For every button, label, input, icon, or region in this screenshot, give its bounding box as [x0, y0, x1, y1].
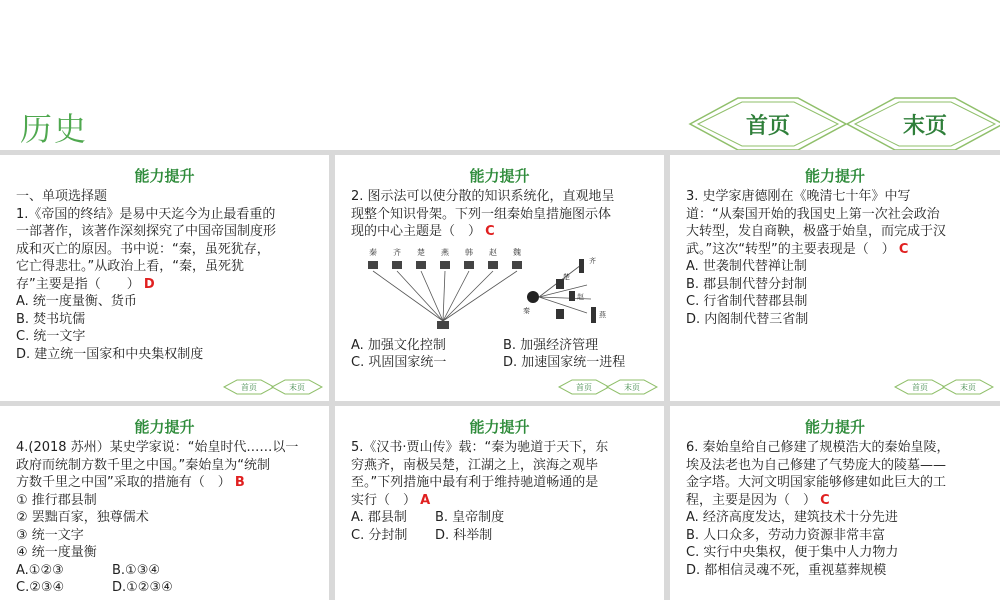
mini-home-label: 首页	[912, 382, 928, 392]
choice: C. 分封制	[351, 527, 408, 543]
choice: A. 郡县制	[351, 510, 407, 525]
answer-mark: C	[898, 241, 909, 257]
answer-mark: B	[234, 475, 245, 490]
question-panel-2	[335, 155, 664, 401]
option: B. 人口众多，劳动力资源非常丰富	[686, 527, 886, 543]
option: D. 建立统一国家和中央集权制度	[16, 346, 204, 362]
question-text: 穷燕齐，南极吴楚，江湖之上，滨海之观毕	[351, 457, 599, 473]
option: B. 焚书坑儒	[16, 311, 86, 327]
question-text: 大转型，发自商鞅，极盛于始皇，而完成于汉	[686, 224, 947, 239]
question-text: 埃及法老也为自己修建了气势庞大的陵墓——	[686, 457, 947, 473]
question-text: 至。”下列措施中最有利于维持驰道畅通的是	[351, 475, 599, 490]
mini-home-label: 首页	[241, 382, 257, 392]
mini-nav	[894, 379, 994, 395]
question-text: 6. 秦始皇给自己修建了规模浩大的秦始皇陵，	[686, 440, 950, 455]
option: B. 加强经济管理	[503, 337, 599, 353]
diagram-right-label: 赵	[577, 292, 584, 301]
mini-home-button[interactable]	[223, 379, 275, 395]
mini-nav	[223, 379, 323, 395]
mini-end-label: 末页	[624, 382, 640, 392]
answer-mark: C	[820, 492, 830, 508]
option: A. 加强文化控制	[351, 337, 446, 353]
diagram-figure	[351, 247, 651, 331]
question-text: 政府而统制方数千里之中国。”秦始皇为“统制	[16, 457, 270, 473]
diagram-left-label: 燕	[441, 247, 449, 257]
option: C. 实行中央集权，便于集中人力物力	[686, 545, 899, 560]
question-text: 5.《汉书·贾山传》载：“秦为驰道于天下，东	[351, 440, 609, 455]
diagram-right-label: 齐	[589, 256, 596, 265]
option: C. 统一文字	[16, 329, 86, 344]
question-text: 4.(2018 苏州）某史学家说：“始皇时代……以一	[16, 440, 299, 455]
question-text: 实行（ ）	[351, 492, 417, 508]
end-button-label: 末页	[902, 112, 947, 139]
diagram-left-label: 秦	[369, 247, 377, 257]
choice: B. 皇帝制度	[435, 510, 505, 525]
diagram-right-label: 秦	[523, 306, 530, 315]
option: ④ 统一度量衡	[16, 545, 97, 560]
question-text: 程，主要是因为（ ）	[686, 492, 817, 508]
mini-home-button[interactable]	[894, 379, 946, 395]
mini-home-label: 首页	[576, 382, 592, 392]
mini-end-button[interactable]	[271, 379, 323, 395]
choice: D.①②③④	[112, 580, 173, 595]
panel-heading: 能力提升	[469, 418, 530, 436]
question-panel-3	[670, 155, 1000, 401]
mini-home-button[interactable]	[558, 379, 610, 395]
question-panel-5	[335, 406, 664, 600]
answer-mark: D	[143, 276, 155, 292]
question-text: 武。”这次“转型”的主要表现是（ ）	[686, 241, 895, 257]
diagram-left-label: 楚	[417, 247, 425, 257]
end-button[interactable]	[845, 96, 1000, 152]
panel-heading: 能力提升	[804, 418, 865, 436]
page-title: 历史	[20, 110, 89, 148]
diagram-left-label: 韩	[465, 247, 473, 257]
question-text: 存”主要是指（ ）	[16, 276, 140, 292]
mini-end-label: 末页	[289, 382, 305, 392]
home-button-label: 首页	[745, 112, 790, 139]
mini-nav	[558, 379, 658, 395]
question-text: 它亡得悲壮。”从政治上看，“秦，虽死犹	[16, 259, 244, 274]
question-panel-4	[0, 406, 329, 600]
option: ① 推行郡县制	[16, 492, 97, 508]
option: D. 内阁制代替三省制	[686, 311, 809, 327]
question-text: 现整个知识骨架。下列一组秦始皇措施图示体	[351, 206, 612, 222]
question-text: 成和灭亡的原因。书中说：“秦，虽死犹存，	[16, 241, 270, 257]
panel-heading: 能力提升	[469, 167, 530, 185]
question-text: 方数千里之中国”采取的措施有（ ）	[16, 475, 231, 490]
question-panel-6	[670, 406, 1000, 600]
mini-end-label: 末页	[960, 382, 976, 392]
question-text: 1.《帝国的终结》是易中天迄今为止最看重的	[16, 206, 276, 222]
option: D. 加速国家统一进程	[503, 355, 626, 370]
option: A. 世袭制代替禅让制	[686, 259, 807, 274]
question-panel-1	[0, 155, 329, 401]
choice: A.①②③	[16, 562, 64, 578]
answer-mark: A	[420, 492, 431, 508]
question-text: 一部著作，该著作深刻探究了中国帝国制度形	[16, 224, 277, 239]
option: A. 统一度量衡、货币	[16, 294, 137, 309]
panel-heading: 能力提升	[134, 418, 195, 436]
question-text: 现的中心主题是（ ）	[351, 224, 482, 239]
choice: D. 科举制	[435, 527, 493, 543]
header-bar	[0, 0, 1000, 150]
question-text: 一、单项选择题	[16, 189, 108, 204]
mini-end-button[interactable]	[606, 379, 658, 395]
question-text: 道：“从秦国开始的我国史上第一次社会政治	[686, 206, 940, 222]
option: ③ 统一文字	[16, 527, 84, 543]
option: ② 罢黜百家，独尊儒术	[16, 510, 149, 525]
answer-mark: C	[485, 224, 495, 239]
home-button[interactable]	[688, 96, 848, 152]
measures-diagram	[351, 247, 654, 331]
option: C. 行省制代替郡县制	[686, 294, 808, 309]
diagram-left-label: 齐	[393, 247, 401, 257]
choice: C.②③④	[16, 580, 65, 595]
mini-end-button[interactable]	[942, 379, 994, 395]
diagram-left-label: 赵	[489, 247, 497, 257]
option: D. 都相信灵魂不死，重视墓葬规模	[686, 562, 887, 578]
diagram-right-label: 燕	[599, 310, 606, 319]
panel-heading: 能力提升	[134, 167, 195, 185]
panel-heading: 能力提升	[804, 167, 865, 185]
question-text: 2. 图示法可以使分散的知识系统化，直观地呈	[351, 189, 615, 204]
option: A. 经济高度发达，建筑技术十分先进	[686, 510, 898, 525]
diagram-right-label: 楚	[563, 272, 570, 281]
option: B. 郡县制代替分封制	[686, 276, 808, 292]
diagram-left-label: 魏	[513, 247, 521, 257]
question-text: 3. 史学家唐德刚在《晚清七十年》中写	[686, 189, 911, 204]
choice: B.①③④	[112, 562, 161, 578]
question-text: 金字塔。大河文明国家能够修建如此巨大的工	[686, 475, 947, 490]
option: C. 巩固国家统一	[351, 355, 447, 370]
